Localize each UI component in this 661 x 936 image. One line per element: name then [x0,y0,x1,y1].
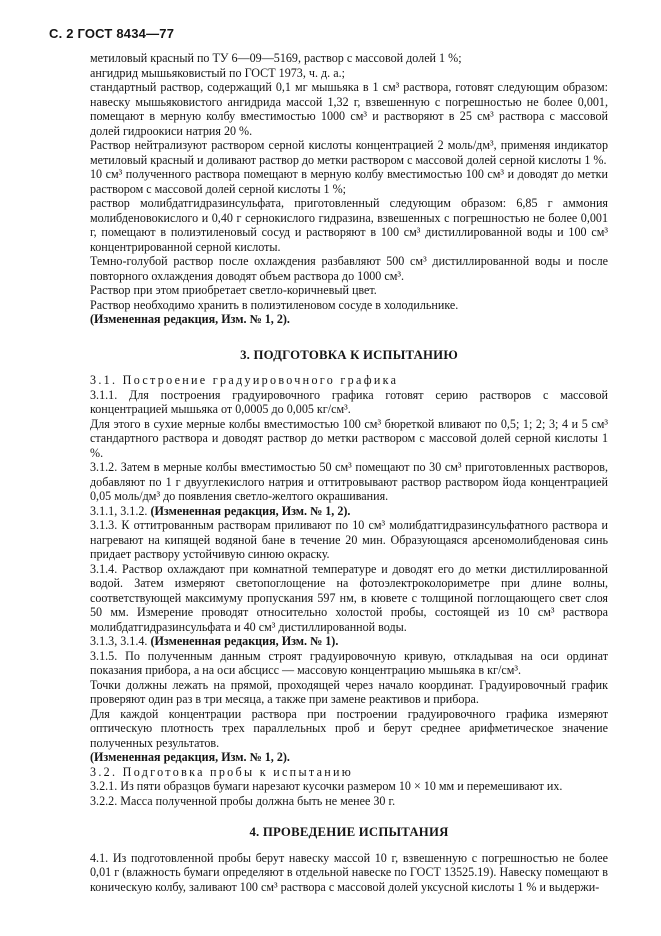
reagent-arsenic-anhydride: ангидрид мышьяковистый по ГОСТ 1973, ч. д. а.; [90,65,345,80]
revision-prefix: 3.1.1, 3.1.2. [90,503,148,518]
revision-note: (Измененная редакция, Изм. № 1, 2). [90,312,290,326]
paragraph-3-1-3: 3.1.3. К оттитрованным растворам приливают по 10 см³ молибдатгидразинсульфатного раствора и нагревают на кипящей водяной бане в течение 20 мин. Образующаяся арсеномолибденовая синь придает раствору устойчивую синюю окраску. [90,518,608,561]
standard-solution-text: стандартный раствор, содержащий 0,1 мг мышьяка в 1 см³ раствора, готовят следующим образом: навеску мышьяковистого ангидрида массой 1,32 г, взвешенную с погрешностью не более 0,001, помещают в мерную колбу вместимостью 1000 см³ и растворяют в 25 см³ раствора с массовой долей гидроокиси натрия 20 %. [90,80,608,138]
molybdate-solution-text: раствор молибдатгидразинсульфата, приготовленный следующим образом: 6,85 г аммония молибденовокислого и 0,40 г сернокислого гидразина, взвешенных с погрешностью не более 0,001 г, помещают в полиэтиленовый сосуд и растворяют в 100 см³ дистиллированной воды и 100 см³ концентрированной серной кислоты. [90,196,608,254]
section-4-title: 4. ПРОВЕДЕНИЕ ИСПЫТАНИЯ [249,825,449,839]
paragraph-3-1-4: 3.1.4. Раствор охлаждают при комнатной температуре и доводят его до метки дистиллированной водой. Затем измеряют светопоглощение на фотоэлектроколориметре при длине волны, соответствующей максимуму пропускания 597 нм, в кювете с толщиной поглощающего свет слоя 50 мм. Измерение проводят относительно холостой пробы, состоящей из 10 см³ раствора молибдатгидразинсульфата и 40 см³ дистиллированной воды. [90,561,608,634]
paragraph-3-1-5: 3.1.5. По полученным данным строят градуировочную кривую, откладывая на оси ординат показания прибора, а на оси абсцисс — массовую концентрацию мышьяка в кг/см³. [90,648,608,677]
revision-note-3-1-5: (Измененная редакция, Изм. № 1, 2). [90,750,290,764]
page-header: С. 2 ГОСТ 8434—77 [49,26,175,41]
revision-prefix: 3.1.3, 3.1.4. [90,634,148,648]
paragraph-3-2-2: 3.2.2. Масса полученной пробы должна быть не менее 30 г. [90,793,396,808]
section-3-title: 3. ПОДГОТОВКА К ИСПЫТАНИЮ [240,347,458,362]
document-body [90,51,608,894]
revision-note-3-1-1-3-1-2 [90,504,608,519]
paragraph-3-2-1: 3.2.1. Из пяти образцов бумаги нарезают кусочки размером 10 × 10 мм и перемешивают их. [90,779,563,793]
paragraph-3-1-1: 3.1.1. Для построения градуировочного графика готовят серию растворов с массовой концентрацией мышьяка от 0,0005 до 0,005 кг/см³. [90,387,608,416]
revision-note-3-1-3-3-1-4 [90,634,608,649]
subsection-3-2-heading: 3.2. Подготовка пробы к испытанию [90,764,354,779]
cooling-text: Темно-голубой раствор после охлаждения разбавляют 500 см³ дистиллированной воды и после повторного охлаждения доводят объем раствора до 1000 см³. [90,254,608,283]
neutralization-text: Раствор нейтрализуют раствором серной кислоты концентрацией 2 моль/дм³, применяя индикатор метиловый красный и доливают раствор до метки раствором с массовой долей серной кислоты 1 %. [90,138,608,167]
dilution-text: 10 см³ полученного раствора помещают в мерную колбу вместимостью 100 см³ и доводят до метки раствором с массовой долей серной кислоты 1 %; [90,167,608,196]
storage-text: Раствор необходимо хранить в полиэтиленовом сосуде в холодильнике. [90,297,459,312]
paragraph-3-1-5-c: Для каждой концентрации раствора при построении градуировочного графика измеряют оптическую плотность трех параллельных проб и берут среднее арифметическое значение полученных результатов. [90,706,608,750]
paragraph-4-1: 4.1. Из подготовленной пробы берут навеску массой 10 г, взвешенную с погрешностью не более 0,01 г (влажность бумаги определяют в отдельной навеске по ГОСТ 13525.19). Навеску помещают в коническую колбу, заливают 100 см³ раствора с массовой долей уксусной кислоты 1 % и выдержи- [90,850,608,894]
paragraph-3-1-2: 3.1.2. Затем в мерные колбы вместимостью 50 см³ помещают по 30 см³ приготовленных растворов, добавляют по 1 г двууглекислого натрия и оттитровывают раствор раствором йода концентрацией 0,05 моль/дм³ до появления светло-желтого окрашивания. [90,460,608,503]
paragraph-3-1-1-b: Для этого в сухие мерные колбы вместимостью 100 см³ бюреткой вливают по 0,5; 1; 2; 3; 4 и 5 см³ стандартного раствора и доводят раствор до метки раствором с массовой долей серной кислоты 1 %. [90,416,608,460]
subsection-3-1-heading: 3.1. Построение градуировочного графика [90,373,399,387]
paragraph-3-1-5-b: Точки должны лежать на прямой, проходящей через начало координат. Градуировочный график проверяют один раз в три месяца, а также при замене реактивов и прибора. [90,677,608,706]
revision-text: (Измененная редакция, Изм. № 1). [150,634,339,648]
color-change-text: Раствор при этом приобретает светло-коричневый цвет. [90,283,377,297]
revision-text: (Измененная редакция, Изм. № 1, 2). [150,503,351,518]
reagent-methyl-red: метиловый красный по ТУ 6—09—5169, раствор с массовой долей 1 %; [90,51,462,65]
